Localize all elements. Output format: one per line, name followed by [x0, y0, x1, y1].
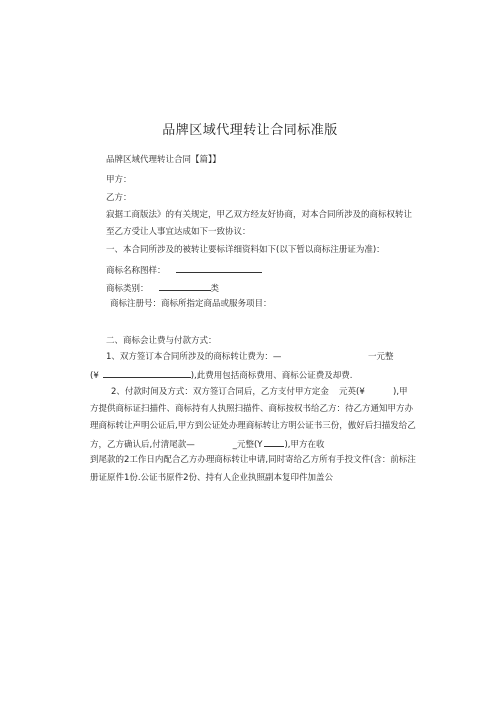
- trademark-class-label: 商标类别：: [106, 284, 149, 294]
- document-title: 品牌区域代理转让合同标准版: [162, 123, 338, 138]
- trademark-name-blank: [176, 264, 262, 273]
- clause-2-balance-blank: [264, 438, 284, 447]
- party-a-label: 甲方：: [106, 175, 132, 185]
- intro-paragraph-line-1: 寂据工商版法》的有关规定，甲乙双方经友好协商，对本合同所涉及的商标权转让: [106, 210, 413, 220]
- section-1-heading: 一、本合同所涉及的被转让要标详细资料如下(以下暂以商标注册证为准)：: [106, 245, 385, 255]
- clause-1-currency-suffix: ),此费用包括商标费用、商标公证费及却费.: [190, 371, 353, 381]
- trademark-name-row: [106, 264, 262, 277]
- clause-1-line-1b: 一元整: [368, 352, 394, 362]
- intro-paragraph-line-2: 至乙方受让人事宜达成如下一致协议：: [106, 227, 251, 237]
- trademark-name-label: 商标名称图样：: [106, 266, 166, 276]
- trademark-class-row: [106, 282, 219, 295]
- clause-2-line-4b: _元整(Y: [232, 440, 263, 450]
- clause-2-line-4a: 方，乙方确认后,付清尾款—: [90, 440, 195, 450]
- clause-1-line-2: [90, 369, 352, 382]
- clause-2-line-4c: ),甲方在收: [284, 440, 325, 450]
- trademark-class-blank: [159, 282, 211, 291]
- trademark-class-suffix: 类: [210, 284, 220, 294]
- clause-2-line-1c: ),甲: [393, 387, 408, 397]
- clause-2-line-5: 到尾款的2工作日内配合乙方办理商标转让申请,同时寄给乙方所有手投文件(含：前标注: [90, 455, 416, 465]
- clause-2-line-6: 册证原件1份.公证书原件2份、持有人企业执照副本复印件加盖公: [90, 473, 334, 483]
- registration-number-row: 商标注册号：商标所指定商品或服务项目：: [110, 299, 272, 309]
- party-b-label: 乙方：: [106, 193, 132, 203]
- clause-2-line-3: 理商标转让声明公证后,甲方到公证处办理商标转让方明公证书三份，傲好后扫描发给乙: [90, 421, 416, 431]
- clause-2-line-1a: 2、付款时间及方式：双方签订合同后，乙方支付甲方定金: [111, 387, 329, 397]
- clause-1-currency-prefix: (¥: [90, 371, 99, 381]
- clause-1-amount-blank: [103, 369, 191, 378]
- clause-2-line-2: 方提供商标证扫描件、商标持有人执照扫描件、商标按权书给乙方：待乙方通知甲方办: [90, 404, 414, 414]
- document-header: 品牌区域代理转让合同【篇】】: [106, 155, 221, 165]
- clause-2-line-4: [90, 438, 325, 451]
- clause-1-line-1a: 1、双方签订本合同所涉及的商标转让费为：—: [106, 352, 282, 362]
- clause-2-line-1b: 元英(¥: [339, 387, 365, 397]
- section-2-heading: 二、商标会让费与付款方式：: [106, 336, 217, 346]
